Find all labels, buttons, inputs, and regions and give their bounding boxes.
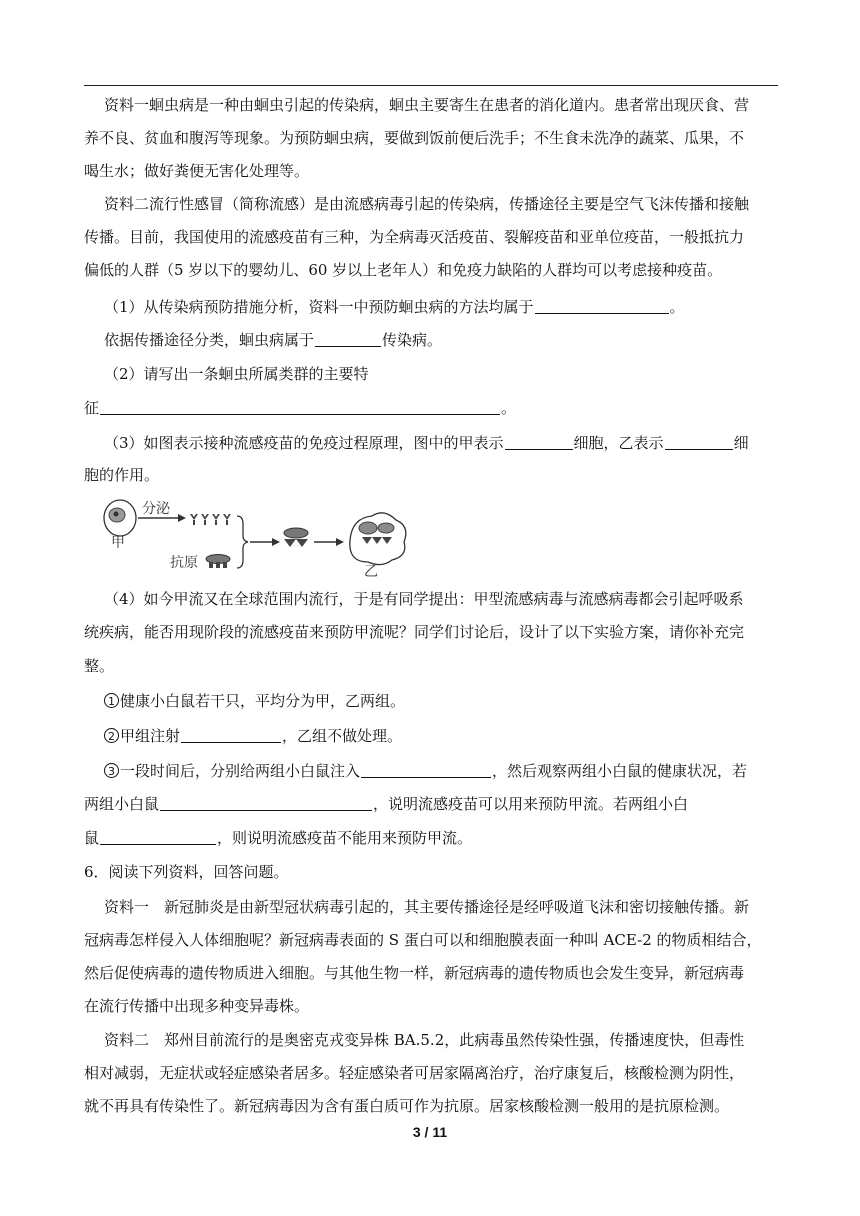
step-3-number: 3 [104, 763, 119, 778]
step-1-line: 1 健康小白鼠若干只，平均分为甲，乙两组。 [104, 691, 405, 711]
step-3-line: 3 一段时间后，分别给两组小白鼠注入 ，然后观察两组小白鼠的健康状况，若 [104, 761, 747, 781]
secrete-label: 分泌 [142, 501, 170, 517]
blank-q2-feature[interactable] [100, 399, 500, 415]
step-2-line: 2 甲组注射 ，乙组不做处理。 [104, 726, 402, 746]
q6-material-1-line4: 在流行传播中出现多种变异毒株。 [84, 997, 310, 1015]
antigen-icon [206, 555, 230, 569]
question-1b-line: 依据传播途径分类，蛔虫病属于 传染病。 [104, 331, 443, 349]
step-3-line2: 两组小白鼠 ，说明流感疫苗可以用来预防甲流。若两组小白 [84, 795, 689, 813]
question-3b-line: 胞的作用。 [84, 466, 160, 484]
blank-step-3-result-a[interactable] [160, 795, 372, 811]
material-b-line1: 资料二流行性感冒（简称流感）是由流感病毒引起的传染病，传播途径主要是空气飞沫传播和接触 [104, 195, 750, 213]
material-b-line2: 传播。目前，我国使用的流感疫苗有三种，为全病毒灭活疫苗、裂解疫苗和亚单位疫苗，一般抵抗力 [84, 228, 745, 246]
question-6-title: 6．阅读下列资料，回答问题。 [84, 863, 289, 881]
q6-material-2-line3: 就不再具有传染性了。新冠病毒因为含有蛋白质可作为抗原。居家核酸检测一般用的是抗原检测。 [84, 1097, 730, 1115]
blank-q3-cell-a[interactable] [505, 434, 573, 450]
question-4-line2: 统疾病，能否用现阶段的流感疫苗来预防甲流呢？同学们讨论后，设计了以下实验方案，请你补充完 [84, 623, 745, 641]
blank-q1-measure[interactable] [535, 298, 669, 314]
question-2b-line: 征 。 [84, 399, 517, 417]
question-3-line: （3）如图表示接种流感疫苗的免疫过程原理，图中的甲表示 细胞，乙表示 细 [104, 434, 749, 452]
blank-q1-route[interactable] [315, 331, 381, 347]
q6-material-1-line2: 冠病毒怎样侵入人体细胞呢？新冠病毒表面的 S 蛋白可以和细胞膜表面一种叫 ACE-2 的物质相结合， [84, 931, 762, 949]
header-rule [84, 85, 778, 86]
step-1-number: 1 [104, 693, 119, 708]
material-a-line2: 养不良、贫血和腹泻等现象。为预防蛔虫病，要做到饭前便后洗手；不生食未洗净的蔬菜、瓜果，不 [84, 129, 745, 147]
material-a-line1: 资料一蛔虫病是一种由蛔虫引起的传染病，蛔虫主要寄生在患者的消化道内。患者常出现厌食、营 [104, 96, 750, 114]
blank-step-3-result-b[interactable] [100, 829, 216, 845]
step-2-number: 2 [104, 728, 119, 743]
antibody-icons [190, 514, 231, 525]
question-2-line: （2）请写出一条蛔虫所属类群的主要特 [104, 365, 369, 383]
material-a-line3: 喝生水；做好粪便无害化处理等。 [84, 162, 310, 180]
material-b-line3: 偏低的人群（5 岁以下的婴幼儿、60 岁以上老年人）和免疫力缺陷的人群均可以考虑接种疫苗。 [84, 261, 723, 279]
cell-a-label: 甲 [111, 535, 125, 551]
blank-step-2[interactable] [181, 727, 281, 743]
cell-a-icon [104, 500, 136, 536]
question-4-line1: （4）如今甲流又在全球范围内流行，于是有同学提出：甲型流感病毒与流感病毒都会引起呼吸系 [104, 590, 744, 608]
q6-material-1-line3: 然后促使病毒的遗传物质进入细胞。与其他生物一样，新冠病毒的遗传物质也会发生变异，新冠病毒 [84, 964, 745, 982]
antigen-antibody-complex-icon [284, 528, 308, 547]
q6-material-2-line2: 相对减弱，无症状或轻症感染者居多。轻症感染者可居家隔离治疗，治疗康复后，核酸检测为阴性， [84, 1064, 745, 1082]
page-number: 3 / 11 [412, 1124, 448, 1140]
blank-step-3-inject[interactable] [361, 762, 491, 778]
step-3-line3: 鼠 ，则说明流感疫苗不能用来预防甲流。 [84, 829, 473, 847]
blank-q3-cell-b[interactable] [665, 434, 733, 450]
q6-material-1-line1: 资料一 新冠肺炎是由新型冠状病毒引起的，其主要传播途径是经呼吸道飞沫和密切接触传播。新 [104, 898, 750, 916]
question-4-line3: 整。 [84, 657, 115, 675]
question-1-line: （1）从传染病预防措施分析，资料一中预防蛔虫病的方法均属于 。 [104, 298, 685, 316]
antigen-label: 抗原 [170, 555, 198, 571]
q6-material-2-line1: 资料二 郑州目前流行的是奥密克戎变异株 BA.5.2，此病毒虽然传染性强，传播速度快，但毒性 [104, 1031, 745, 1049]
cell-b-label: 乙 [364, 564, 378, 580]
immune-process-figure [100, 495, 420, 580]
cell-b-icon [350, 513, 406, 565]
